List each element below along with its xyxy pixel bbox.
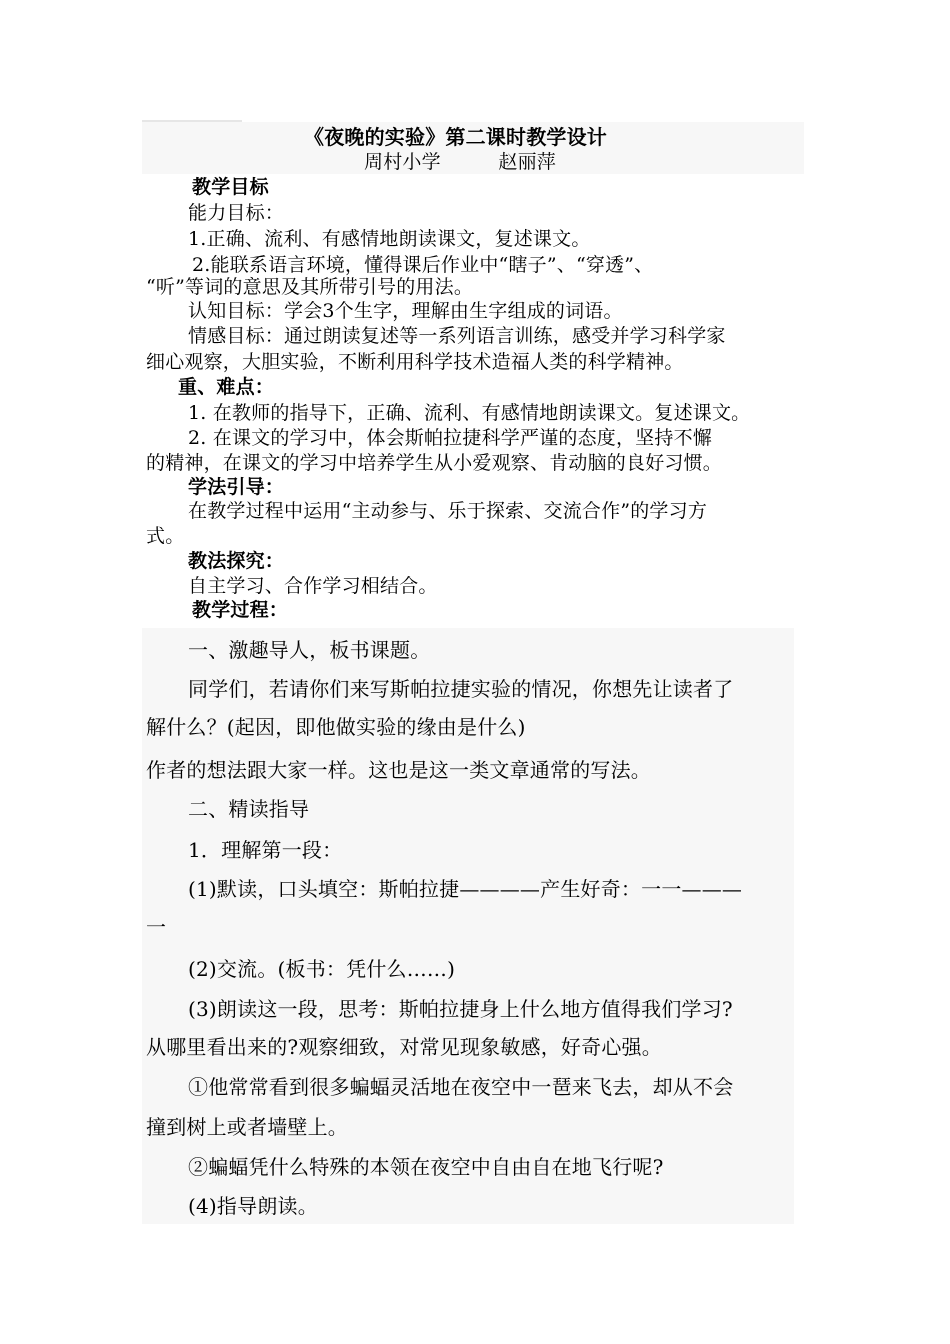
author-line: 周村小学 赵丽萍 [364, 151, 557, 173]
process-paragraph-2: 同学们，若请你们来写斯帕拉捷实验的情况，你想先让读者了 [188, 677, 734, 701]
key-item-1: 1. 在教师的指导下，正确、流利、有感情地朗读课文。复述课文。 [188, 402, 751, 424]
method-text-cont: 式。 [146, 525, 185, 547]
process-sub-1: 1．理解第一段： [188, 838, 343, 862]
process-item-3: (3)朗读这一段，思考：斯帕拉捷身上什么地方值得我们学习? [188, 997, 733, 1021]
process-item-1-cont: 一 [146, 915, 167, 939]
process-point-1-cont: 撞到树上或者墙壁上。 [146, 1115, 348, 1139]
key-item-2-cont: 的精神，在课文的学习中培养学生从小爱观察、肯动脑的良好习惯。 [146, 452, 723, 474]
process-point-2: ②蝙蝠凭什么特殊的本领在夜空中自由自在地飞行呢? [188, 1155, 664, 1179]
key-item-2: 2. 在课文的学习中，体会斯帕拉捷科学严谨的态度，坚持不懈 [188, 427, 712, 449]
document-title: 《夜晚的实验》第二课时教学设计 [304, 125, 607, 149]
process-heading: 教学过程： [192, 599, 289, 621]
cognitive-goal: 认知目标：学会3个生字，理解由生字组成的词语。 [188, 300, 623, 322]
emotion-goal: 情感目标：通过朗读复述等一系列语言训练，感受并学习科学家 [188, 325, 726, 347]
process-paragraph-3: 作者的想法跟大家一样。这也是这一类文章通常的写法。 [146, 758, 651, 782]
method-text: 在教学过程中运用“主动参与、乐于探索、交流合作”的学习方 [188, 500, 708, 522]
process-item-4: (4)指导朗读。 [188, 1194, 318, 1218]
goals-heading: 教学目标 [192, 176, 269, 198]
process-item-2: (2)交流。(板书：凭什么……) [188, 957, 456, 981]
ability-item-2: 2.能联系语言环境，懂得课后作业中“瞎子”、“穿透”、 [192, 254, 654, 276]
process-item-3-cont: 从哪里看出来的?观察细致，对常见现象敏感，好奇心强。 [146, 1035, 662, 1059]
emotion-goal-cont: 细心观察，大胆实验，不断利用科学技术造福人类的科学精神。 [146, 351, 684, 373]
teach-text: 自主学习、合作学习相结合。 [188, 575, 438, 597]
process-step-1: 一、激趣导人，板书课题。 [188, 638, 431, 662]
process-paragraph-2-cont: 解什么？(起因，即他做实验的缘由是什么) [146, 715, 526, 739]
ability-item-2-cont: “听”等词的意思及其所带引号的用法。 [146, 276, 474, 298]
process-step-2: 二、精读指导 [188, 797, 310, 821]
process-point-1: ①他常常看到很多蝙蝠灵活地在夜空中一琶来飞去，却从不会 [188, 1075, 734, 1099]
method-heading: 学法引导： [188, 476, 285, 498]
ability-label: 能力目标： [188, 202, 285, 224]
ability-item-1: 1.正确、流利、有感情地朗读课文，复述课文。 [188, 228, 591, 250]
key-heading: 重、难点： [178, 376, 275, 398]
teach-heading: 教法探究： [188, 550, 285, 572]
process-item-1: (1)默读，口头填空：斯帕拉捷————产生好奇：一一——— [188, 877, 743, 901]
